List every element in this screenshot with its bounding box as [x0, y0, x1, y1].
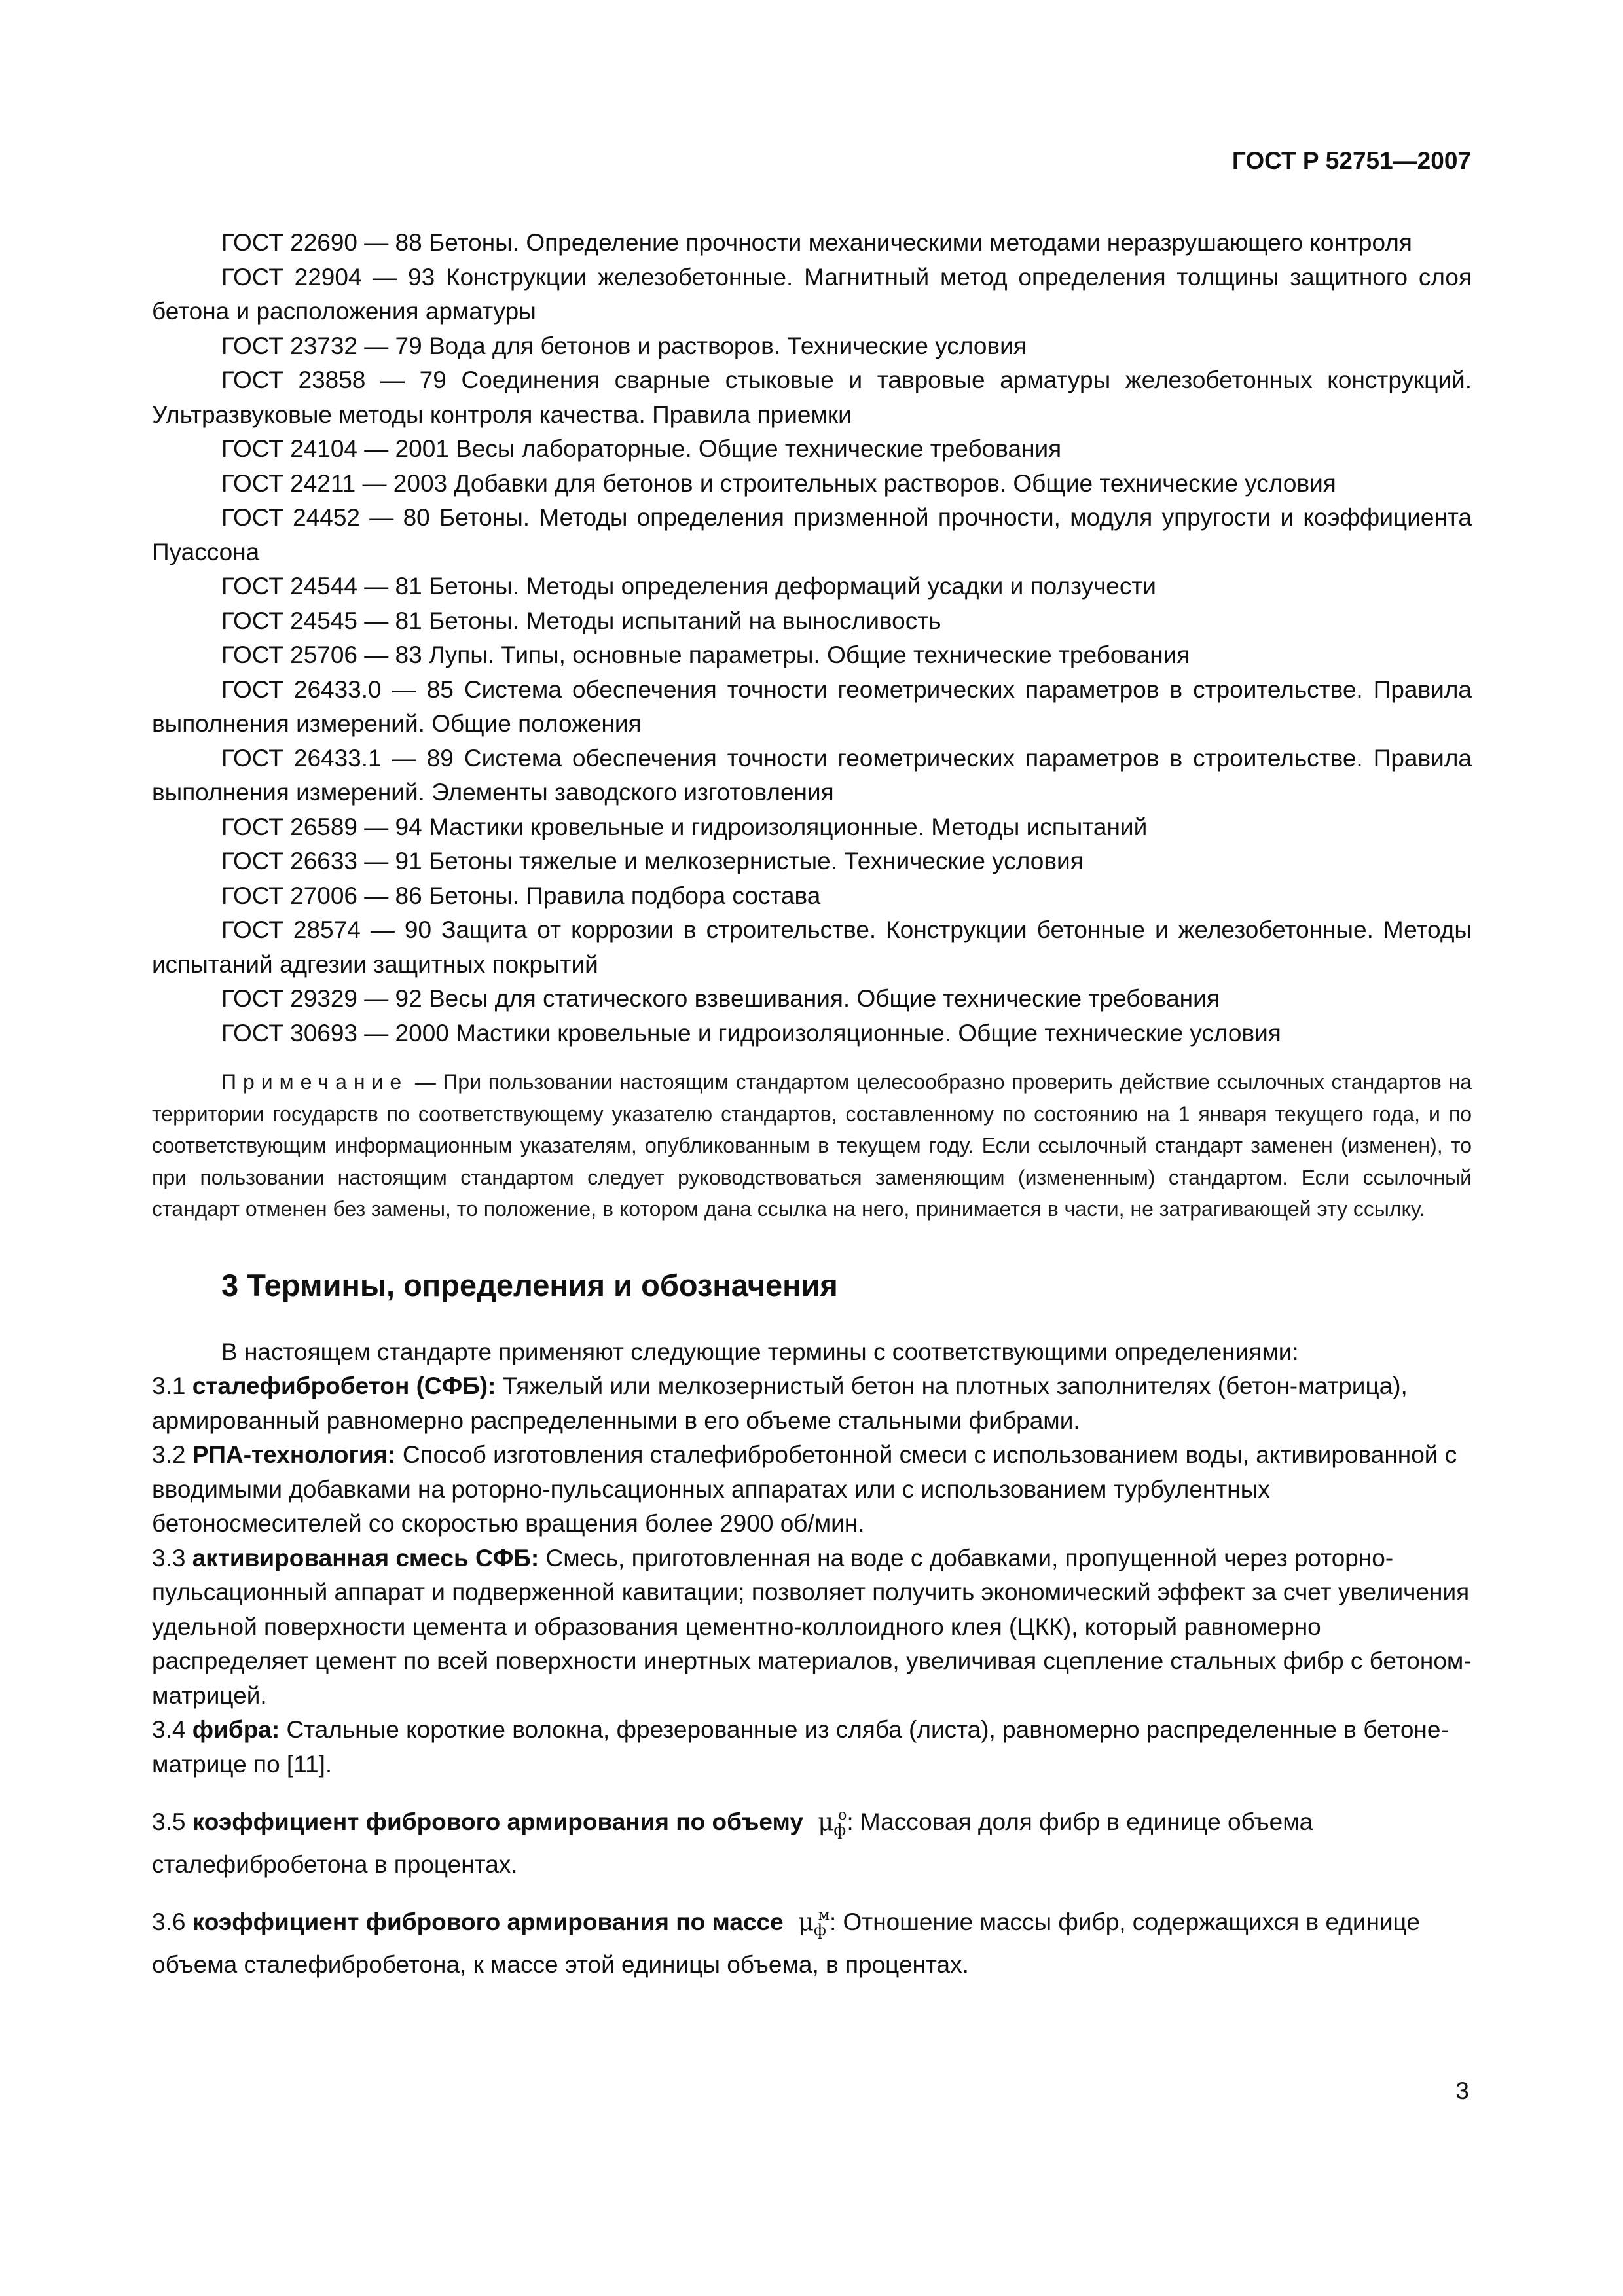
reference-item: ГОСТ 25706 — 83 Лупы. Типы, основные параметры. Общие технические требования	[221, 641, 1190, 668]
term-definition	[152, 1713, 1472, 1782]
reference-item: ГОСТ 28574 — 90 Защита от коррозии в строительстве. Конструкции бетонные и железобетонные. Методы испытаний адгезии защитных покрытий	[152, 916, 1472, 978]
reference-item: ГОСТ 30693 — 2000 Мастики кровельные и гидроизоляционные. Общие технические условия	[221, 1019, 1281, 1047]
note-paragraph	[152, 1066, 1472, 1225]
term-definition: 3.6 коэффициент фибрового армирования по массе $\mu_ф^м$: Отношение массы фибр, содержащихся в единице объема сталефибробетона, к массе этой единицы объема, в процентах.	[152, 1899, 1472, 1982]
reference-item: ГОСТ 27006 — 86 Бетоны. Правила подбора состава	[221, 882, 821, 909]
reference-item: ГОСТ 24104 — 2001 Весы лабораторные. Общие технические требования	[221, 435, 1062, 462]
mu-superscript: м	[818, 1907, 830, 1924]
term-number: 3.1	[152, 1372, 186, 1399]
mu-subscript: ф	[833, 1821, 847, 1839]
mu-symbol	[798, 1899, 830, 1948]
term-definition-text: Смесь, приготовленная на воде с добавками, пропущенной через роторно-пульсационный аппарат и подверженной кавитации; позволяет получить экономический эффект за счет увеличения удельной поверхности цемента и образования цементно-коллоидного клея (ЦКК), который равномерно распределяет цемент по всей поверхности инертных материалов, увеличивая сцепление стальных фибр с бетоном-матрицей.	[152, 1544, 1472, 1709]
reference-item: ГОСТ 26633 — 91 Бетоны тяжелые и мелкозернистые. Технические условия	[221, 848, 1084, 874]
document-standard-id: ГОСТ Р 52751—2007	[1231, 147, 1471, 174]
page-number: 3	[1455, 2077, 1469, 2104]
term-number: 3.2	[152, 1441, 186, 1468]
term-definition-text: Отношение массы фибр, содержащихся в единице объема сталефибробетона, к массе этой единицы объема, в процентах.	[152, 1909, 1420, 1978]
note-label: Примечание	[221, 1070, 409, 1094]
term-name: активированная смесь СФБ:	[192, 1544, 539, 1571]
reference-item: ГОСТ 26589 — 94 Мастики кровельные и гидроизоляционные. Методы испытаний	[221, 813, 1148, 840]
section-intro: В настоящем стандарте применяют следующие термины с соответствующими определениями:	[221, 1338, 1299, 1365]
reference-item: ГОСТ 24544 — 81 Бетоны. Методы определения деформаций усадки и ползучести	[221, 573, 1156, 600]
term-name: фибра:	[192, 1716, 280, 1743]
reference-item: ГОСТ 26433.0 — 85 Система обеспечения точности геометрических параметров в строительстве. Правила выполнения измерений. Общие положения	[152, 675, 1472, 737]
section-heading: 3 Термины, определения и обозначения	[221, 1267, 838, 1302]
mu-letter: μ	[797, 1908, 814, 1936]
term-name: коэффициент фибрового армирования по массе	[192, 1909, 784, 1935]
term-definition-text: Стальные короткие волокна, фрезерованные из сляба (листа), равномерно распределенные в бетоне-матрице по [11].	[152, 1716, 1449, 1778]
term-number: 3.6	[152, 1909, 186, 1935]
term-number: 3.5	[152, 1808, 186, 1835]
term-definition-text: Тяжелый или мелкозернистый бетон на плотных заполнителях (бетон-матрица), армированный равномерно распределенными в его объеме стальными фибрами.	[152, 1372, 1408, 1434]
term-name: сталефибробетон (СФБ):	[192, 1372, 496, 1399]
term-definition	[152, 1438, 1472, 1541]
mu-subscript: ф	[814, 1921, 826, 1939]
mu-superscript: о	[838, 1807, 847, 1823]
mu-symbol	[818, 1799, 847, 1848]
term-definition	[152, 1541, 1472, 1713]
term-definition-text: Массовая доля фибр в единице объема сталефибробетона в процентах.	[152, 1808, 1313, 1878]
term-number: 3.4	[152, 1716, 186, 1743]
page-content	[152, 226, 1472, 1982]
term-definition-text: Способ изготовления сталефибробетонной смеси с использованием воды, активированной с вводимыми добавками на роторно-пульсационных аппаратах или с использованием турбулентных бетоносмесителей со скоростью вращения более 2900 об/мин.	[152, 1441, 1457, 1537]
reference-item: ГОСТ 22904 — 93 Конструкции железобетонные. Магнитный метод определения толщины защитного слоя бетона и расположения арматуры	[152, 263, 1472, 325]
term-definition	[152, 1369, 1472, 1438]
reference-item: ГОСТ 24211 — 2003 Добавки для бетонов и строительных растворов. Общие технические условия	[221, 469, 1336, 497]
term-definition: 3.5 коэффициент фибрового армирования по объему $\mu_ф^о$: Массовая доля фибр в единице объема сталефибробетона в процентах.	[152, 1799, 1472, 1882]
term-name: РПА-технология:	[192, 1441, 396, 1468]
reference-item: ГОСТ 26433.1 — 89 Система обеспечения точности геометрических параметров в строительстве. Правила выполнения измерений. Элементы заводского изготовления	[152, 744, 1472, 806]
reference-item: ГОСТ 24452 — 80 Бетоны. Методы определения призменной прочности, модуля упругости и коэффициента Пуассона	[152, 504, 1472, 565]
reference-item: ГОСТ 23858 — 79 Соединения сварные стыковые и тавровые арматуры железобетонных конструкций. Ультразвуковые методы контроля качества. Правила приемки	[152, 367, 1472, 428]
reference-item: ГОСТ 24545 — 81 Бетоны. Методы испытаний на выносливость	[221, 607, 941, 634]
term-name: коэффициент фибрового армирования по объему	[192, 1808, 803, 1835]
reference-item: ГОСТ 23732 — 79 Вода для бетонов и растворов. Технические условия	[221, 332, 1027, 359]
mu-letter: μ	[818, 1808, 834, 1836]
note-text: — При пользовании настоящим стандартом целесообразно проверить действие ссылочных стандартов на территории государств по соответствующему указателю стандартов, составленному по состоянию на 1 января текущего года, и по соответствующим информационным указателям, опубликованным в текущем году. Если ссылочный стандарт заменен (изменен), то при пользовании настоящим стандартом следует руководствоваться заменяющим (измененным) стандартом. Если ссылочный стандарт отменен без замены, то положение, в котором дана ссылка на него, принимается в части, не затрагивающей эту ссылку.	[152, 1070, 1472, 1221]
reference-item: ГОСТ 29329 — 92 Весы для статического взвешивания. Общие технические требования	[221, 985, 1220, 1012]
normative-references-list	[152, 226, 1472, 1050]
reference-item: ГОСТ 22690 — 88 Бетоны. Определение прочности механическими методами неразрушающего контроля	[221, 229, 1412, 256]
term-number: 3.3	[152, 1544, 186, 1571]
